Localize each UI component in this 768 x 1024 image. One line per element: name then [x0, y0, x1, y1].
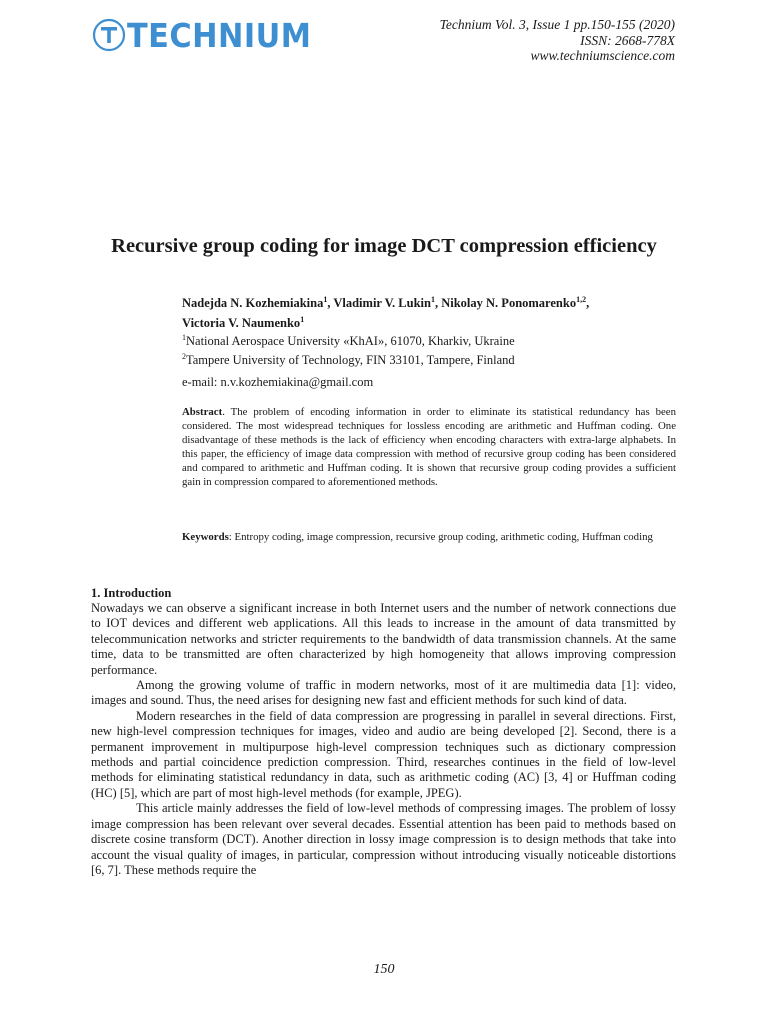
- paper-title: Recursive group coding for image DCT compression efficiency: [111, 235, 657, 257]
- author-affiliation-mark: 1: [430, 295, 435, 304]
- author-name: Victoria V. Naumenko: [182, 315, 301, 330]
- page-number: 150: [373, 962, 395, 977]
- journal-logo: [92, 15, 327, 55]
- paragraph: Modern researches in the field of data compression are progressing in parallel in several directions. First, new high-level compression techniques for images, video and audio are being developed [2]. Second, there is a permanent improvement in multipurpose high-level compression techniques such as dictionary compression methods and partial coincidence prediction compression. Third, researches continues in the field of low-level methods for eliminating statistical redundancy in data, such as arithmetic coding (AC) [3, 4] or Huffman coding (HC) [5], which are part of most high-level methods (for example, JPEG).: [91, 708, 676, 800]
- journal-citation: Technium Vol. 3, Issue 1 pp.150-155 (2020): [439, 17, 675, 32]
- introduction-body: [91, 601, 676, 878]
- affiliation-number: 1: [182, 333, 186, 342]
- paragraph: This article mainly addresses the field of low-level methods of compressing images. The problem of lossy image compression has been relevant over several decades. Essential attention has been paid to methods based on discrete cosine transform (DCT). Another direction in lossy image compression is to design methods that take into account the visual quality of images, in particular, compression without introducing visually noticeable distortions [6, 7]. These methods require the: [91, 801, 676, 877]
- affiliation-number: 2: [182, 352, 186, 362]
- author-separator: ,: [586, 296, 590, 311]
- author-list: [182, 292, 662, 331]
- affiliation-text: Tampere University of Technology, FIN 33101, Tampere, Finland: [186, 353, 515, 368]
- technium-logo-icon: [92, 18, 126, 52]
- author-name: Nikolay N. Ponomarenko: [441, 296, 577, 311]
- abstract: [182, 405, 676, 489]
- author-separator: ,: [327, 296, 334, 311]
- abstract-text: . The problem of encoding information in order to eliminate its statistical redundancy has been considered. The most widespread techniques for lossless encoding are arithmetic and Huffman coding. One disadvantage of these methods is the lack of efficiency when encoding characters with extra-large alphabets. In this paper, the efficiency of image data compression with method of recursive group coding has been considered and compared to arithmetic and Huffman coding. It is shown that recursive group coding provides a sufficient gain in compression compared to aforementioned methods.: [182, 406, 676, 488]
- paragraph: Among the growing volume of traffic in modern networks, most of it are multimedia data [1]: video, images and sound. Thus, the need arises for designing new fast and efficient methods for such kind of data.: [91, 678, 676, 708]
- author-affiliation-mark: 1: [323, 295, 328, 304]
- author-affiliation-mark: 1,2: [576, 295, 587, 304]
- affiliation-list: [182, 330, 515, 368]
- keywords-label: Keywords: [182, 531, 229, 543]
- author-name: Nadejda N. Kozhemiakina: [182, 296, 324, 311]
- keywords-text: : Entropy coding, image compression, recursive group coding, arithmetic coding, Huffman coding: [228, 531, 653, 543]
- section-heading: 1. Introduction: [91, 586, 172, 600]
- paragraph: Nowadays we can observe a significant increase in both Internet users and the number of network connections due to IOT devices and different web applications. All this leads to increase in the amount of data transmitted by telecommunication networks and stricter requirements to the bandwidth of data transmission channels. At the same time, data to be transmitted are often characterized by high homogeneity that allows improving compression performance.: [91, 601, 676, 677]
- affiliation: [182, 349, 515, 368]
- author-affiliation-mark: 1: [300, 314, 305, 324]
- contact-email: e-mail: n.v.kozhemiakina@gmail.com: [182, 375, 374, 389]
- affiliation-text: National Aerospace University «KhAI», 61070, Kharkiv, Ukraine: [186, 334, 515, 349]
- logo-text: TECHNIUM: [127, 15, 312, 55]
- abstract-label: Abstract: [182, 406, 223, 418]
- affiliation: [182, 330, 515, 349]
- keywords: [182, 530, 676, 544]
- journal-website: www.techniumscience.com: [530, 48, 675, 63]
- journal-info: [440, 17, 675, 64]
- author-separator: ,: [434, 296, 442, 311]
- author-name: Vladimir V. Lukin: [333, 296, 431, 311]
- issn: ISSN: 2668-778X: [580, 32, 675, 48]
